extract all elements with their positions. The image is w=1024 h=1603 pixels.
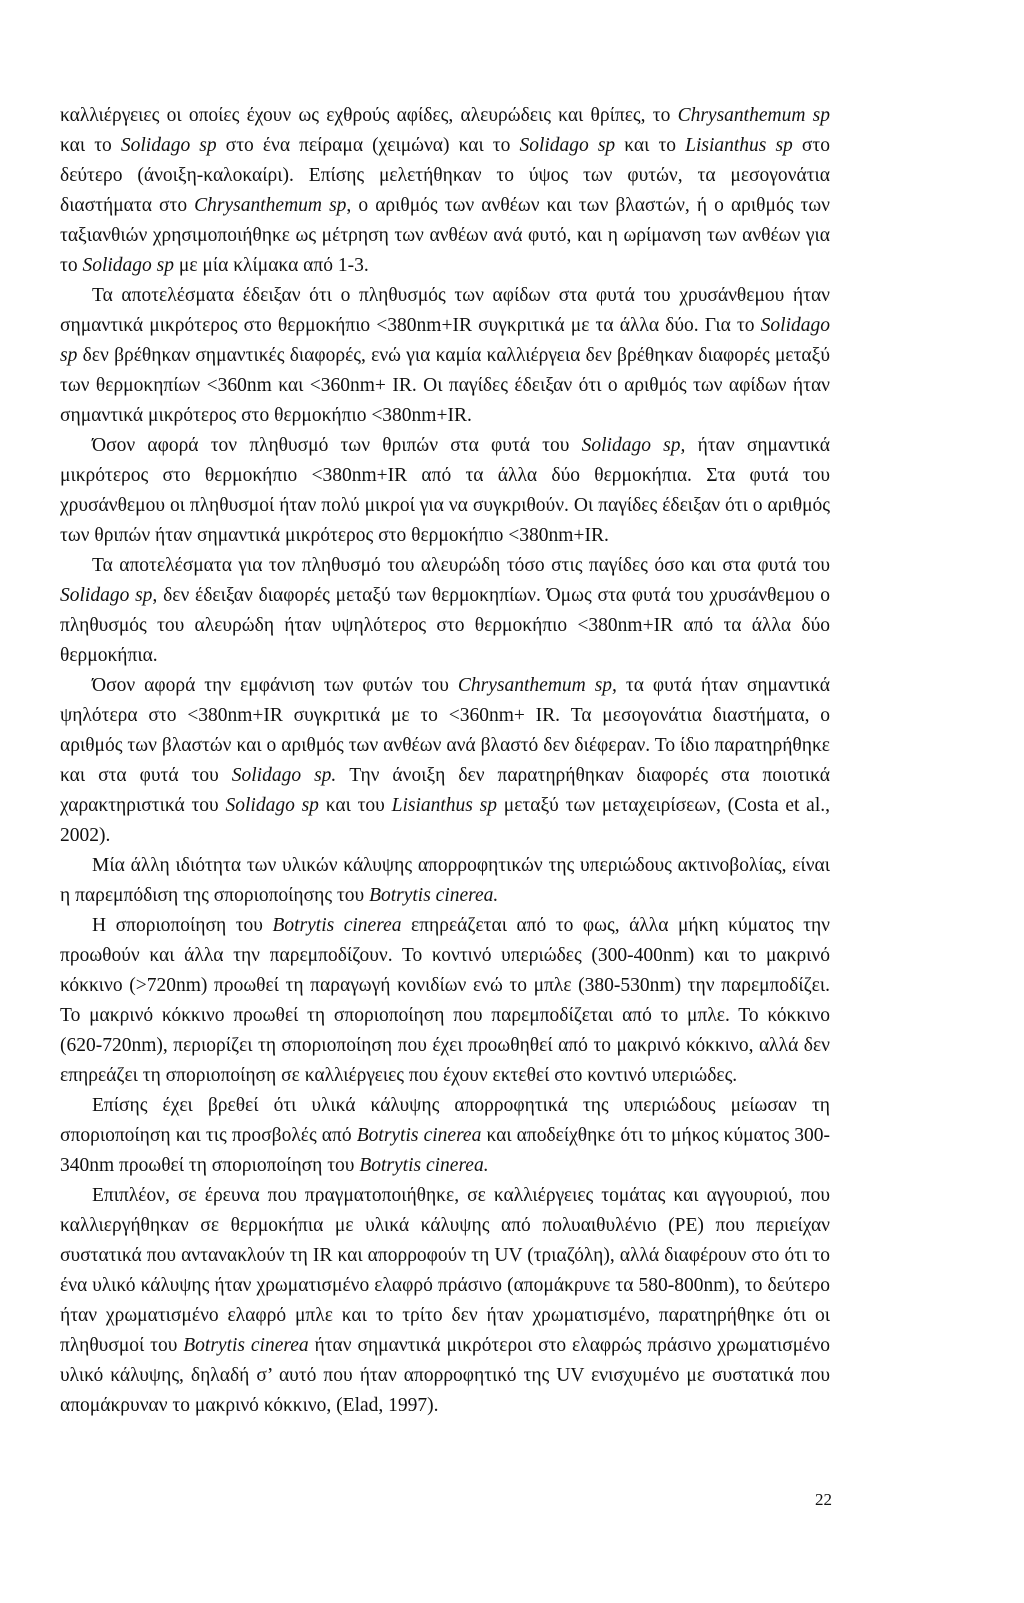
text-run: στο ένα πείραμα (χειμώνα) και το: [216, 135, 520, 156]
paragraph-5: [60, 671, 830, 851]
species-name: Botrytis cinerea: [183, 1335, 309, 1356]
text-run: Τα αποτελέσματα έδειξαν ότι ο πληθυσμός των αφίδων στα φυτά του χρυσάνθεμου ήταν σημαντικά μικρότερος στο θερμοκήπιο <380nm+IR συγκριτικά με τα άλλα δύο. Για το: [60, 285, 830, 336]
species-name: Chrysanthemum sp: [677, 105, 830, 126]
species-name: Solidago sp: [82, 255, 175, 276]
paragraph-4: [60, 551, 830, 671]
text-run: με μία κλίμακα από 1-3.: [174, 255, 369, 276]
text-run: Η σποριοποίηση του: [92, 915, 273, 936]
species-name: Solidago sp: [60, 315, 830, 366]
species-name: Botrytis cinerea: [272, 915, 402, 936]
text-run: και αποδείχθηκε ότι το μήκος κύματος 300-340nm προωθεί τη σποριοποίηση του: [60, 1125, 830, 1176]
paragraph-7: [60, 911, 830, 1091]
text-run: Μία άλλη ιδιότητα των υλικών κάλυψης απορροφητικών της υπεριώδους ακτινοβολίας, είναι η παρεμπόδιση της σποριοποίησης του: [60, 855, 830, 906]
text-run: Επίσης έχει βρεθεί ότι υλικά κάλυψης απορροφητικά της υπεριώδους μείωσαν τη σποριοποίηση και τις προσβολές από: [60, 1095, 830, 1146]
species-name: Solidago sp.: [231, 765, 337, 786]
text-run: Όσον αφορά τον πληθυσμό των θριπών στα φυτά του: [92, 435, 582, 456]
text-run: στο δεύτερο (άνοιξη-καλοκαίρι). Επίσης μελετήθηκαν το ύψος των φυτών, τα μεσογονάτια διαστήματα στο: [60, 135, 830, 216]
species-name: Botrytis cinerea.: [369, 885, 499, 906]
species-name: Chrysanthemum sp,: [457, 675, 617, 696]
text-run: Τα αποτελέσματα για τον πληθυσμό του αλευρώδη τόσο στις παγίδες όσο και στα φυτά του: [92, 555, 830, 576]
text-run: μεταξύ των μεταχειρίσεων, (Costa et al., 2002).: [60, 795, 830, 846]
text-run: Όσον αφορά την εμφάνιση των φυτών του: [92, 675, 458, 696]
text-run: καλλιέργειες οι οποίες έχουν ως εχθρούς αφίδες, αλευρώδεις και θρίπες, το: [60, 105, 678, 126]
paragraph-1: [60, 101, 830, 281]
text-run: δεν βρέθηκαν σημαντικές διαφορές, ενώ για καμία καλλιέργεια δεν βρέθηκαν διαφορές μεταξύ των θερμοκηπίων <360nm και <360nm+ IR. Οι παγίδες έδειξαν ότι ο αριθμός των αφίδων ήταν σημαντικά μικρότερος στο θερμοκήπιο <380nm+IR.: [60, 345, 830, 426]
species-name: Lisianthus sp: [685, 135, 793, 156]
text-run: και του: [318, 795, 392, 816]
text-run: ήταν σημαντικά μικρότεροι στο ελαφρώς πράσινο χρωματισμένο υλικό κάλυψης, δηλαδή σ’ αυτό που ήταν απορροφητικό της UV ενισχυμένο με συστατικά που απομάκρυναν το μακρινό κόκκινο, (Elad, 1997).: [60, 1335, 831, 1416]
text-run: δεν έδειξαν διαφορές μεταξύ των θερμοκηπίων. Όμως στα φυτά του χρυσάνθεμου ο πληθυσμός του αλευρώδη ήταν υψηλότερος στο θερμοκήπιο <380nm+IR από τα άλλα δύο θερμοκήπια.: [60, 585, 830, 666]
text-run: και το: [60, 135, 121, 156]
page-number: 22: [815, 1490, 832, 1509]
text-run: Επιπλέον, σε έρευνα που πραγματοποιήθηκε, σε καλλιέργειες τομάτας και αγγουριού, που καλλιεργήθηκαν σε θερμοκήπια με υλικά κάλυψης από πολυαιθυλένιο (PE) που περιείχαν συστατικά που αντανακλούν τη IR και απορροφούν τη UV (τριαζόλη), αλλά διαφέρουν στο ότι το ένα υλικό κάλυψης ήταν χρωματισμένο ελαφρό πράσινο (απομάκρυνε τα 580-800nm), το δεύτερο ήταν χρωματισμένο ελαφρό μπλε και το τρίτο δεν ήταν χρωματισμένο, παρατηρήθηκε ότι οι πληθυσμοί του: [60, 1185, 830, 1356]
species-name: Solidago sp,: [581, 435, 686, 456]
page-body-text: [60, 101, 830, 1421]
species-name: Solidago sp: [519, 135, 616, 156]
text-run: Την άνοιξη δεν παρατηρήθηκαν διαφορές στα ποιοτικά χαρακτηριστικά του: [60, 765, 830, 816]
text-run: και το: [615, 135, 686, 156]
paragraph-6: [60, 851, 830, 911]
text-run: , ο αριθμός των ανθέων και των βλαστών, ή ο αριθμός των ταξιανθιών χρησιμοποιήθηκε ως μέτρηση των ανθέων ανά φυτό, και η ωρίμανση των ανθέων για το: [60, 195, 830, 276]
species-name: Chrysanthemum sp: [194, 195, 347, 216]
species-name: Botrytis cinerea.: [359, 1155, 489, 1176]
text-run: επηρεάζεται από το φως, άλλα μήκη κύματος την προωθούν και άλλα την παρεμποδίζουν. Το κοντινό υπεριώδες (300-400nm) και το μακρινό κόκκινο (>720nm) προωθεί τη παραγωγή κονιδίων ενώ το μπλε (380-530nm) την παρεμποδίζει. Το μακρινό κόκκινο προωθεί τη σποριοποίηση που παρεμποδίζεται από το μπλε. Το κόκκινο (620-720nm), περιορίζει τη σποριοποίηση που έχει προωθηθεί από το μακρινό κόκκινο, αλλά δεν επηρεάζει τη σποριοποίηση σε καλλιέργειες που έχουν εκτεθεί στο κοντινό υπεριώδες.: [60, 915, 830, 1086]
species-name: Lisianthus sp: [391, 795, 498, 816]
paragraph-2: [60, 281, 830, 431]
paragraph-9: [60, 1181, 830, 1421]
species-name: Solidago sp,: [60, 585, 158, 606]
species-name: Botrytis cinerea: [356, 1125, 482, 1146]
species-name: Solidago sp: [120, 135, 217, 156]
text-run: ήταν σημαντικά μικρότερος στο θερμοκήπιο <380nm+IR από τα άλλα δύο θερμοκήπια. Στα φυτά του χρυσάνθεμου οι πληθυσμοί ήταν πολύ μικροί για να συγκριθούν. Οι παγίδες έδειξαν ότι ο αριθμός των θριπών ήταν σημαντικά μικρότερος στο θερμοκήπιο <380nm+IR.: [60, 435, 830, 546]
paragraph-3: [60, 431, 830, 551]
text-run: τα φυτά ήταν σημαντικά ψηλότερα στο <380nm+IR συγκριτικά με το <360nm+ IR. Τα μεσογονάτια διαστήματα, ο αριθμός των βλαστών και ο αριθμός των ανθέων ανά βλαστό δεν διέφεραν. Το ίδιο παρατηρήθηκε και στα φυτά του: [60, 675, 830, 786]
paragraph-8: [60, 1091, 830, 1181]
species-name: Solidago sp: [225, 795, 319, 816]
